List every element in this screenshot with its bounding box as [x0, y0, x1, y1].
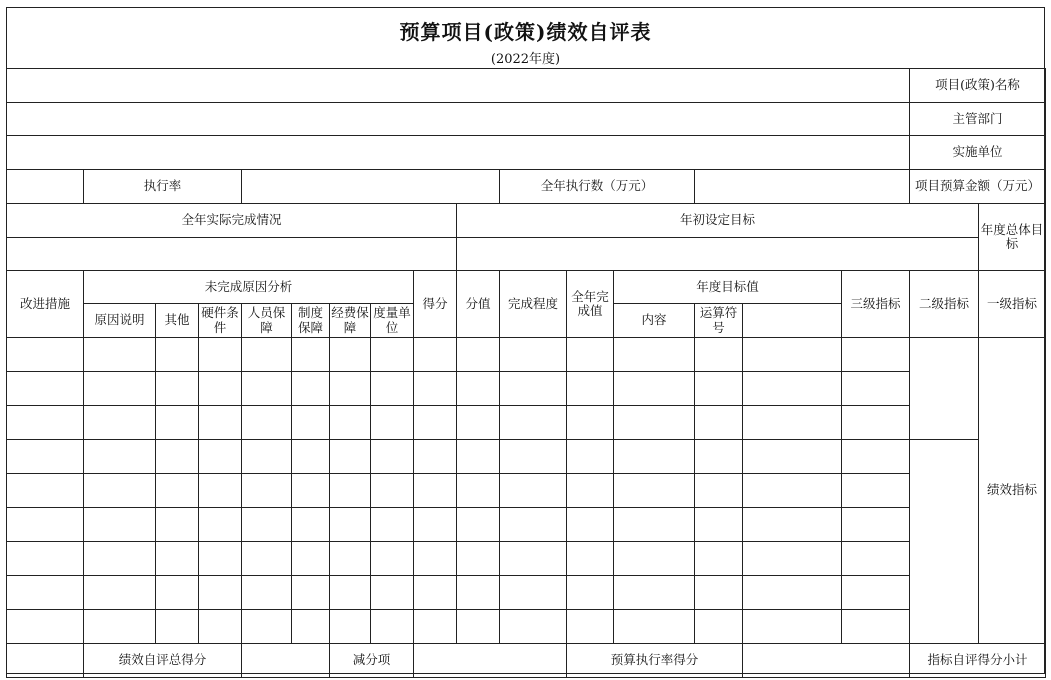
- other-cell[interactable]: [156, 542, 199, 576]
- system-cell[interactable]: [292, 338, 330, 372]
- system-cell[interactable]: [292, 474, 330, 508]
- other-cell[interactable]: [156, 406, 199, 440]
- actual-value-cell[interactable]: [500, 474, 567, 508]
- system-cell[interactable]: [292, 440, 330, 474]
- weight-cell[interactable]: [414, 542, 457, 576]
- funding-cell[interactable]: [330, 440, 371, 474]
- weight-cell[interactable]: [414, 338, 457, 372]
- level2-cell[interactable]: [842, 576, 910, 610]
- completion-degree-header: 完成程度: [500, 271, 567, 338]
- other-cell[interactable]: [156, 576, 199, 610]
- level3-cell[interactable]: [743, 372, 842, 406]
- content-cell[interactable]: [614, 372, 695, 406]
- department-value[interactable]: [7, 103, 910, 136]
- actual-value-cell[interactable]: [500, 440, 567, 474]
- initial-goal-label: 年初设定目标: [457, 204, 979, 238]
- hardware-cell[interactable]: [199, 542, 242, 576]
- personnel-cell[interactable]: [242, 576, 292, 610]
- improvement-cell[interactable]: [7, 474, 84, 508]
- executed-amount-label: 全年执行数（万元）: [500, 170, 695, 204]
- system-cell[interactable]: [292, 610, 330, 644]
- project-name-value[interactable]: [7, 69, 910, 103]
- actual-value-cell[interactable]: [500, 338, 567, 372]
- unfinished-analysis-header: 未完成原因分析: [84, 271, 414, 304]
- improvement-cell[interactable]: [7, 440, 84, 474]
- page-title: 预算项目(政策)绩效自评表: [399, 20, 652, 44]
- unit-cell[interactable]: [567, 440, 614, 474]
- annual-target-header: 年度目标值: [614, 271, 842, 304]
- funding-cell[interactable]: [330, 610, 371, 644]
- score-cell[interactable]: [371, 610, 414, 644]
- actual-value-cell[interactable]: [500, 576, 567, 610]
- funding-cell[interactable]: [330, 338, 371, 372]
- funding-cell[interactable]: [330, 406, 371, 440]
- hardware-cell[interactable]: [199, 474, 242, 508]
- level2-cell[interactable]: [842, 508, 910, 542]
- system-cell[interactable]: [292, 508, 330, 542]
- content-header: 内容: [614, 304, 695, 338]
- explanation-header: 原因说明: [84, 304, 156, 338]
- row-goals-header: [7, 204, 1046, 238]
- personnel-cell[interactable]: [242, 440, 292, 474]
- level2-cell[interactable]: [842, 338, 910, 372]
- actual-value-header: 全年完成值: [567, 271, 614, 338]
- executed-amount-value[interactable]: [242, 170, 500, 204]
- budget-execution-score-value[interactable]: [414, 644, 567, 678]
- evaluation-table: [6, 68, 1046, 678]
- row-department: [7, 103, 1046, 136]
- operator-cell[interactable]: [695, 372, 743, 406]
- row-amounts: [7, 170, 1046, 204]
- unit-cell[interactable]: [567, 474, 614, 508]
- level3-cell[interactable]: [743, 338, 842, 372]
- hardware-cell[interactable]: [199, 372, 242, 406]
- explanation-cell[interactable]: [84, 576, 156, 610]
- funding-cell[interactable]: [330, 508, 371, 542]
- funding-cell[interactable]: [330, 474, 371, 508]
- operator-cell[interactable]: [695, 406, 743, 440]
- improvement-header: 改进措施: [7, 271, 84, 338]
- explanation-cell[interactable]: [84, 474, 156, 508]
- content-cell[interactable]: [614, 610, 695, 644]
- personnel-cell[interactable]: [242, 474, 292, 508]
- budget-amount-value[interactable]: [695, 170, 910, 204]
- explanation-cell[interactable]: [84, 338, 156, 372]
- overall-goal-label: 年度总体目标: [979, 204, 1046, 271]
- personnel-cell[interactable]: [242, 406, 292, 440]
- row-unit: [7, 136, 1046, 170]
- improvement-cell[interactable]: [7, 576, 84, 610]
- total-score-label: 绩效自评总得分: [84, 644, 242, 678]
- level3-cell[interactable]: [743, 440, 842, 474]
- initial-goal-value[interactable]: [457, 238, 979, 271]
- level1-cell-group-1[interactable]: [910, 338, 979, 440]
- level2-cell[interactable]: [842, 542, 910, 576]
- other-cell[interactable]: [156, 440, 199, 474]
- system-cell[interactable]: [292, 542, 330, 576]
- weight-cell[interactable]: [414, 372, 457, 406]
- row-indicator-header-1: [7, 271, 1046, 304]
- score-cell[interactable]: [371, 372, 414, 406]
- content-cell[interactable]: [614, 542, 695, 576]
- explanation-cell[interactable]: [84, 610, 156, 644]
- score-cell[interactable]: [371, 474, 414, 508]
- operator-header: 运算符号: [695, 304, 743, 338]
- score-cell[interactable]: [371, 508, 414, 542]
- completion-degree-cell[interactable]: [457, 406, 500, 440]
- actual-value-cell[interactable]: [500, 406, 567, 440]
- score-cell[interactable]: [371, 576, 414, 610]
- personnel-header: 人员保障: [242, 304, 292, 338]
- content-cell[interactable]: [614, 508, 695, 542]
- hardware-cell[interactable]: [199, 338, 242, 372]
- level2-cell[interactable]: [842, 440, 910, 474]
- explanation-cell[interactable]: [84, 542, 156, 576]
- level3-cell[interactable]: [743, 542, 842, 576]
- actual-completion-value[interactable]: [7, 238, 457, 271]
- system-cell[interactable]: [292, 406, 330, 440]
- indicator-row: [7, 440, 1046, 474]
- indicator-row: [7, 372, 1046, 406]
- actual-value-cell[interactable]: [500, 542, 567, 576]
- budget-amount-label: 项目预算金额（万元）: [910, 170, 1046, 204]
- operator-cell[interactable]: [695, 610, 743, 644]
- indicator-row: [7, 338, 1046, 372]
- weight-cell[interactable]: [414, 406, 457, 440]
- indicator-subtotal-value[interactable]: [743, 644, 910, 678]
- system-cell[interactable]: [292, 576, 330, 610]
- content-cell[interactable]: [614, 406, 695, 440]
- operator-cell[interactable]: [695, 338, 743, 372]
- completion-degree-cell[interactable]: [457, 474, 500, 508]
- execution-rate-value[interactable]: [7, 170, 84, 204]
- operator-cell[interactable]: [695, 508, 743, 542]
- other-cell[interactable]: [156, 338, 199, 372]
- department-label: 主管部门: [910, 103, 1046, 136]
- weight-header: 分值: [457, 271, 500, 338]
- hardware-cell[interactable]: [199, 440, 242, 474]
- funding-header: 经费保障: [330, 304, 371, 338]
- weight-cell[interactable]: [414, 474, 457, 508]
- indicator-row: [7, 406, 1046, 440]
- completion-degree-cell[interactable]: [457, 576, 500, 610]
- hardware-cell[interactable]: [199, 576, 242, 610]
- level2-cell[interactable]: [842, 610, 910, 644]
- row-goals-values: [7, 238, 1046, 271]
- operator-cell[interactable]: [695, 542, 743, 576]
- other-cell[interactable]: [156, 508, 199, 542]
- indicator-row: [7, 508, 1046, 542]
- unit-cell[interactable]: [567, 508, 614, 542]
- hardware-cell[interactable]: [199, 610, 242, 644]
- weight-cell[interactable]: [414, 508, 457, 542]
- completion-degree-cell[interactable]: [457, 440, 500, 474]
- total-score-value[interactable]: [7, 644, 84, 678]
- page-subtitle: (2022年度): [490, 52, 561, 67]
- level2-cell[interactable]: [842, 474, 910, 508]
- funding-cell[interactable]: [330, 576, 371, 610]
- personnel-cell[interactable]: [242, 338, 292, 372]
- improvement-cell[interactable]: [7, 372, 84, 406]
- actual-value-cell[interactable]: [500, 610, 567, 644]
- level1-header: 一级指标: [979, 271, 1046, 338]
- actual-completion-label: 全年实际完成情况: [7, 204, 457, 238]
- weight-cell[interactable]: [414, 576, 457, 610]
- funding-cell[interactable]: [330, 372, 371, 406]
- content-cell[interactable]: [614, 338, 695, 372]
- unit-label: 实施单位: [910, 136, 1046, 170]
- level3-cell[interactable]: [743, 576, 842, 610]
- improvement-cell[interactable]: [7, 406, 84, 440]
- execution-rate-label: 执行率: [84, 170, 242, 204]
- level3-cell[interactable]: [743, 508, 842, 542]
- unit-cell[interactable]: [567, 576, 614, 610]
- actual-value-cell[interactable]: [500, 372, 567, 406]
- explanation-cell[interactable]: [84, 440, 156, 474]
- other-cell[interactable]: [156, 372, 199, 406]
- completion-degree-cell[interactable]: [457, 372, 500, 406]
- level2-cell[interactable]: [842, 372, 910, 406]
- weight-cell[interactable]: [414, 440, 457, 474]
- improvement-cell[interactable]: [7, 610, 84, 644]
- other-header: 其他: [156, 304, 199, 338]
- actual-value-cell[interactable]: [500, 508, 567, 542]
- indicator-subtotal-label: 指标自评得分小计: [910, 644, 1046, 678]
- unit-cell[interactable]: [567, 406, 614, 440]
- explanation-cell[interactable]: [84, 508, 156, 542]
- score-cell[interactable]: [371, 440, 414, 474]
- deduction-value[interactable]: [242, 644, 330, 678]
- level2-header: 二级指标: [910, 271, 979, 338]
- indicator-row: [7, 576, 1046, 610]
- unit-cell[interactable]: [567, 542, 614, 576]
- deduction-label: 减分项: [330, 644, 414, 678]
- score-cell[interactable]: [371, 542, 414, 576]
- title-block: [6, 8, 1045, 68]
- improvement-cell[interactable]: [7, 542, 84, 576]
- row-footer: [7, 644, 1046, 678]
- level3-header: 三级指标: [842, 271, 910, 338]
- improvement-cell[interactable]: [7, 508, 84, 542]
- personnel-cell[interactable]: [242, 542, 292, 576]
- improvement-cell[interactable]: [7, 338, 84, 372]
- other-cell[interactable]: [156, 610, 199, 644]
- level3-cell[interactable]: [743, 406, 842, 440]
- indicator-row: [7, 542, 1046, 576]
- explanation-cell[interactable]: [84, 406, 156, 440]
- completion-degree-cell[interactable]: [457, 338, 500, 372]
- personnel-cell[interactable]: [242, 610, 292, 644]
- hardware-header: 硬件条件: [199, 304, 242, 338]
- system-header: 制度保障: [292, 304, 330, 338]
- hardware-cell[interactable]: [199, 406, 242, 440]
- operator-cell[interactable]: [695, 440, 743, 474]
- score-cell[interactable]: [371, 406, 414, 440]
- performance-indicator-label: 绩效指标: [979, 338, 1046, 644]
- completion-degree-cell[interactable]: [457, 508, 500, 542]
- level3-cell[interactable]: [743, 610, 842, 644]
- row-project-name: [7, 69, 1046, 103]
- operator-cell[interactable]: [695, 474, 743, 508]
- unit-cell[interactable]: [567, 372, 614, 406]
- content-cell[interactable]: [614, 440, 695, 474]
- completion-degree-cell[interactable]: [457, 610, 500, 644]
- hardware-cell[interactable]: [199, 508, 242, 542]
- unit-cell[interactable]: [567, 610, 614, 644]
- content-cell[interactable]: [614, 474, 695, 508]
- indicator-row: [7, 474, 1046, 508]
- indicator-row: [7, 610, 1046, 644]
- score-header: 得分: [414, 271, 457, 338]
- level3-cell[interactable]: [743, 474, 842, 508]
- content-cell[interactable]: [614, 576, 695, 610]
- weight-cell[interactable]: [414, 610, 457, 644]
- personnel-cell[interactable]: [242, 508, 292, 542]
- project-name-label: 项目(政策)名称: [910, 69, 1046, 103]
- system-cell[interactable]: [292, 372, 330, 406]
- operator-cell[interactable]: [695, 576, 743, 610]
- unit-value[interactable]: [7, 136, 910, 170]
- completion-degree-cell[interactable]: [457, 542, 500, 576]
- unit-header: 度量单位: [371, 304, 414, 338]
- budget-execution-score-label: 预算执行率得分: [567, 644, 743, 678]
- level2-cell[interactable]: [842, 406, 910, 440]
- unit-cell[interactable]: [567, 338, 614, 372]
- funding-cell[interactable]: [330, 542, 371, 576]
- level1-cell-group-2[interactable]: [910, 440, 979, 644]
- personnel-cell[interactable]: [242, 372, 292, 406]
- explanation-cell[interactable]: [84, 372, 156, 406]
- other-cell[interactable]: [156, 474, 199, 508]
- score-cell[interactable]: [371, 338, 414, 372]
